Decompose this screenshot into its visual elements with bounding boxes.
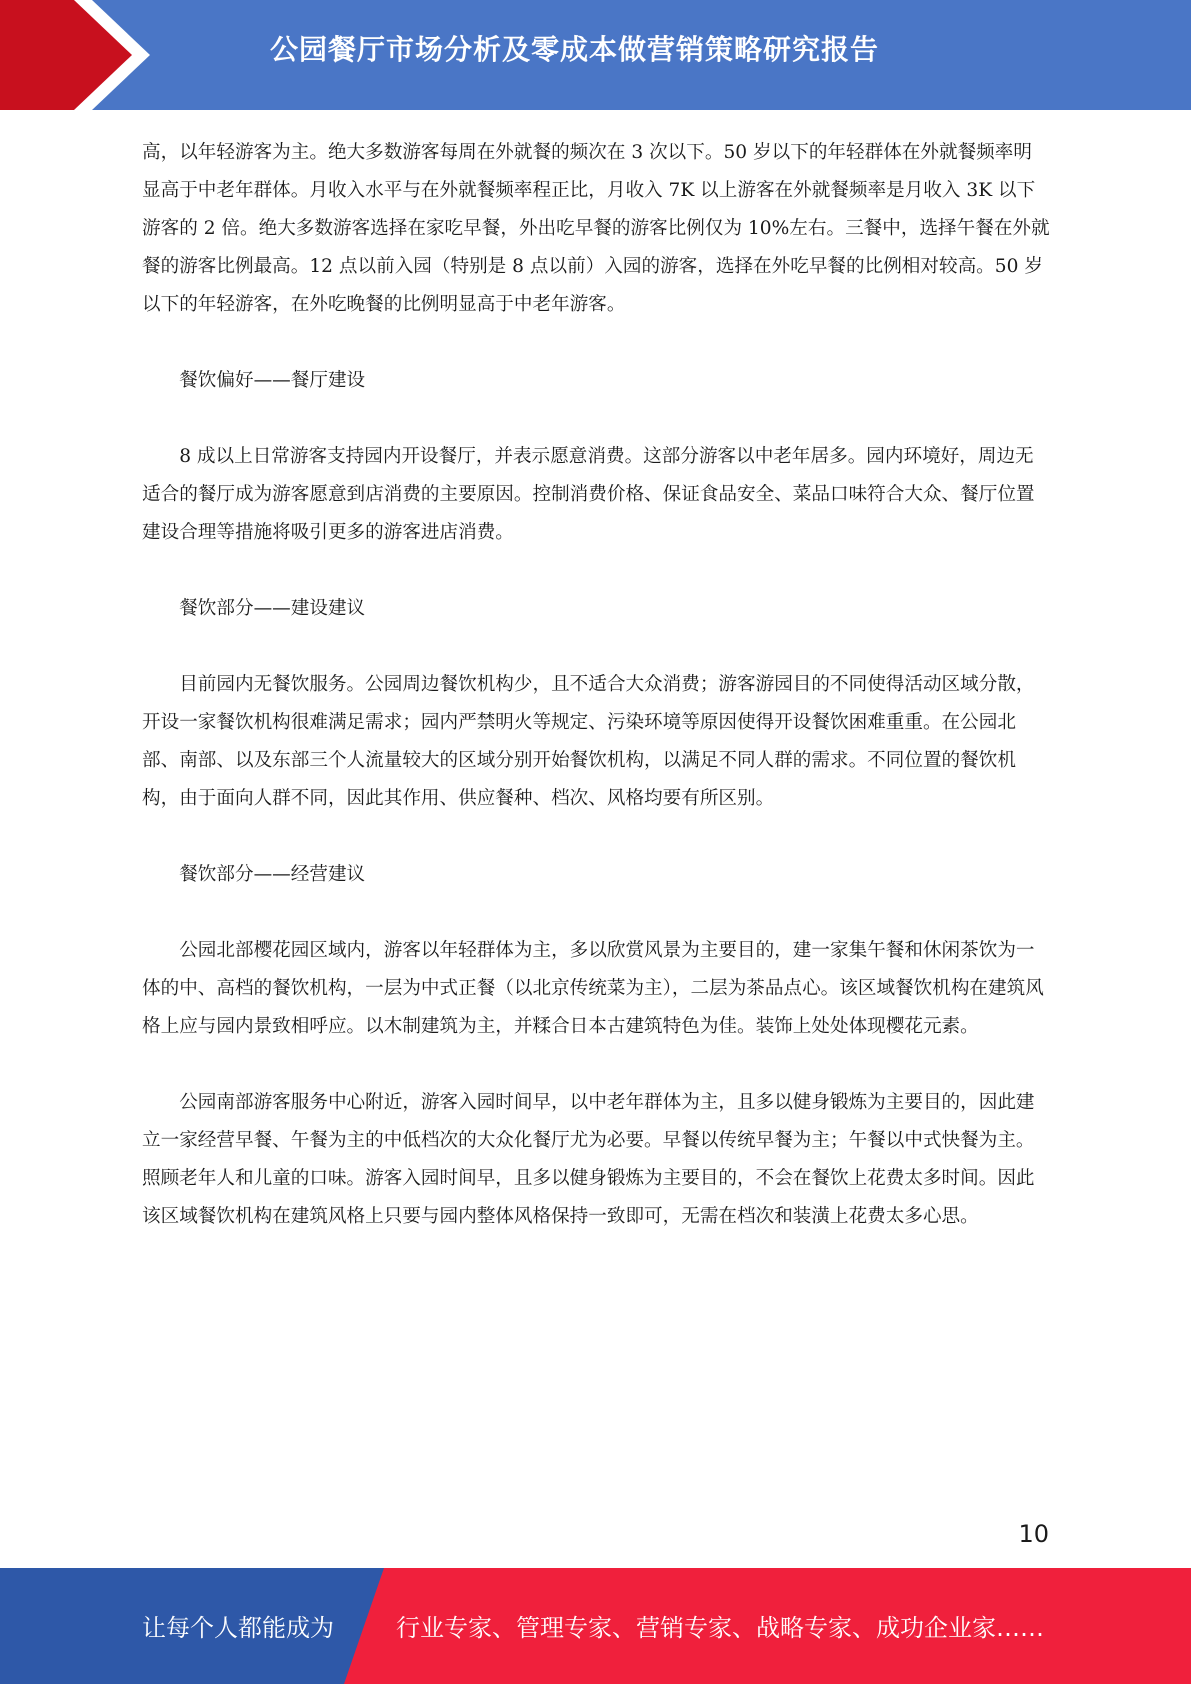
footer-slogan-left: 让每个人都能成为 xyxy=(142,1614,334,1642)
section-heading-construction: 餐饮部分——建设建议 xyxy=(179,598,366,619)
report-title: 公园餐厅市场分析及零成本做营销策略研究报告 xyxy=(270,33,880,66)
paragraph-2: 8 成以上日常游客支持园内开设餐厅，并表示愿意消费。这部分游客以中老年居多。园内环境好，周边无适合的餐厅成为游客愿意到店消费的主要原因。控制消费价格、保证食品安全、菜品口味符合大众、餐厅位置建设合理等措施将吸引更多的游客进店消费。 xyxy=(142,446,1035,543)
paragraph-1: 高，以年轻游客为主。绝大多数游客每周在外就餐的频次在 3 次以下。50 岁以下的年轻群体在外就餐频率明显高于中老年群体。月收入水平与在外就餐频率程正比，月收入 7K 以上游客在外就餐频率是月收入 3K 以下游客的 2 倍。绝大多数游客选择在家吃早餐，外出吃早餐的游客比例仅为 10%左右。三餐中，选择午餐在外就餐的游客比例最高。12 点以前入园（特别是 8 点以前）入园的游客，选择在外吃早餐的比例相对较高。50 岁以下的年轻游客，在外吃晚餐的比例明显高于中老年游客。 xyxy=(142,142,1050,315)
page-header xyxy=(0,0,1191,110)
paragraph-4: 公园北部樱花园区域内，游客以年轻群体为主，多以欣赏风景为主要目的，建一家集午餐和休闲茶饮为一体的中、高档的餐饮机构，一层为中式正餐（以北京传统菜为主），二层为茶品点心。该区域餐饮机构在建筑风格上应与园内景致相呼应。以木制建筑为主，并糅合日本古建筑特色为佳。装饰上处处体现樱花元素。 xyxy=(142,940,1044,1037)
header-chevron-decoration xyxy=(0,0,160,110)
paragraph-3: 目前园内无餐饮服务。公园周边餐饮机构少，且不适合大众消费；游客游园目的不同使得活动区域分散，开设一家餐饮机构很难满足需求；园内严禁明火等规定、污染环境等原因使得开设餐饮困难重重。在公园北部、南部、以及东部三个人流量较大的区域分别开始餐饮机构，以满足不同人群的需求。不同位置的餐饮机构，由于面向人群不同，因此其作用、供应餐种、档次、风格均要有所区别。 xyxy=(142,674,1035,809)
page-number: 10 xyxy=(1018,1520,1049,1548)
footer-slogan-right: 行业专家、管理专家、营销专家、战略专家、成功企业家…… xyxy=(396,1614,1044,1642)
document-body xyxy=(142,134,1050,1236)
paragraph-5: 公园南部游客服务中心附近，游客入园时间早，以中老年群体为主，且多以健身锻炼为主要目的，因此建立一家经营早餐、午餐为主的中低档次的大众化餐厅尤为必要。早餐以传统早餐为主；午餐以中式快餐为主。照顾老年人和儿童的口味。游客入园时间早，且多以健身锻炼为主要目的，不会在餐饮上花费太多时间。因此该区域餐饮机构在建筑风格上只要与园内整体风格保持一致即可，无需在档次和装潢上花费太多心思。 xyxy=(142,1092,1035,1227)
page-footer xyxy=(0,1568,1191,1684)
section-heading-preference: 餐饮偏好——餐厅建设 xyxy=(179,370,366,391)
section-heading-operation: 餐饮部分——经营建议 xyxy=(179,864,366,885)
